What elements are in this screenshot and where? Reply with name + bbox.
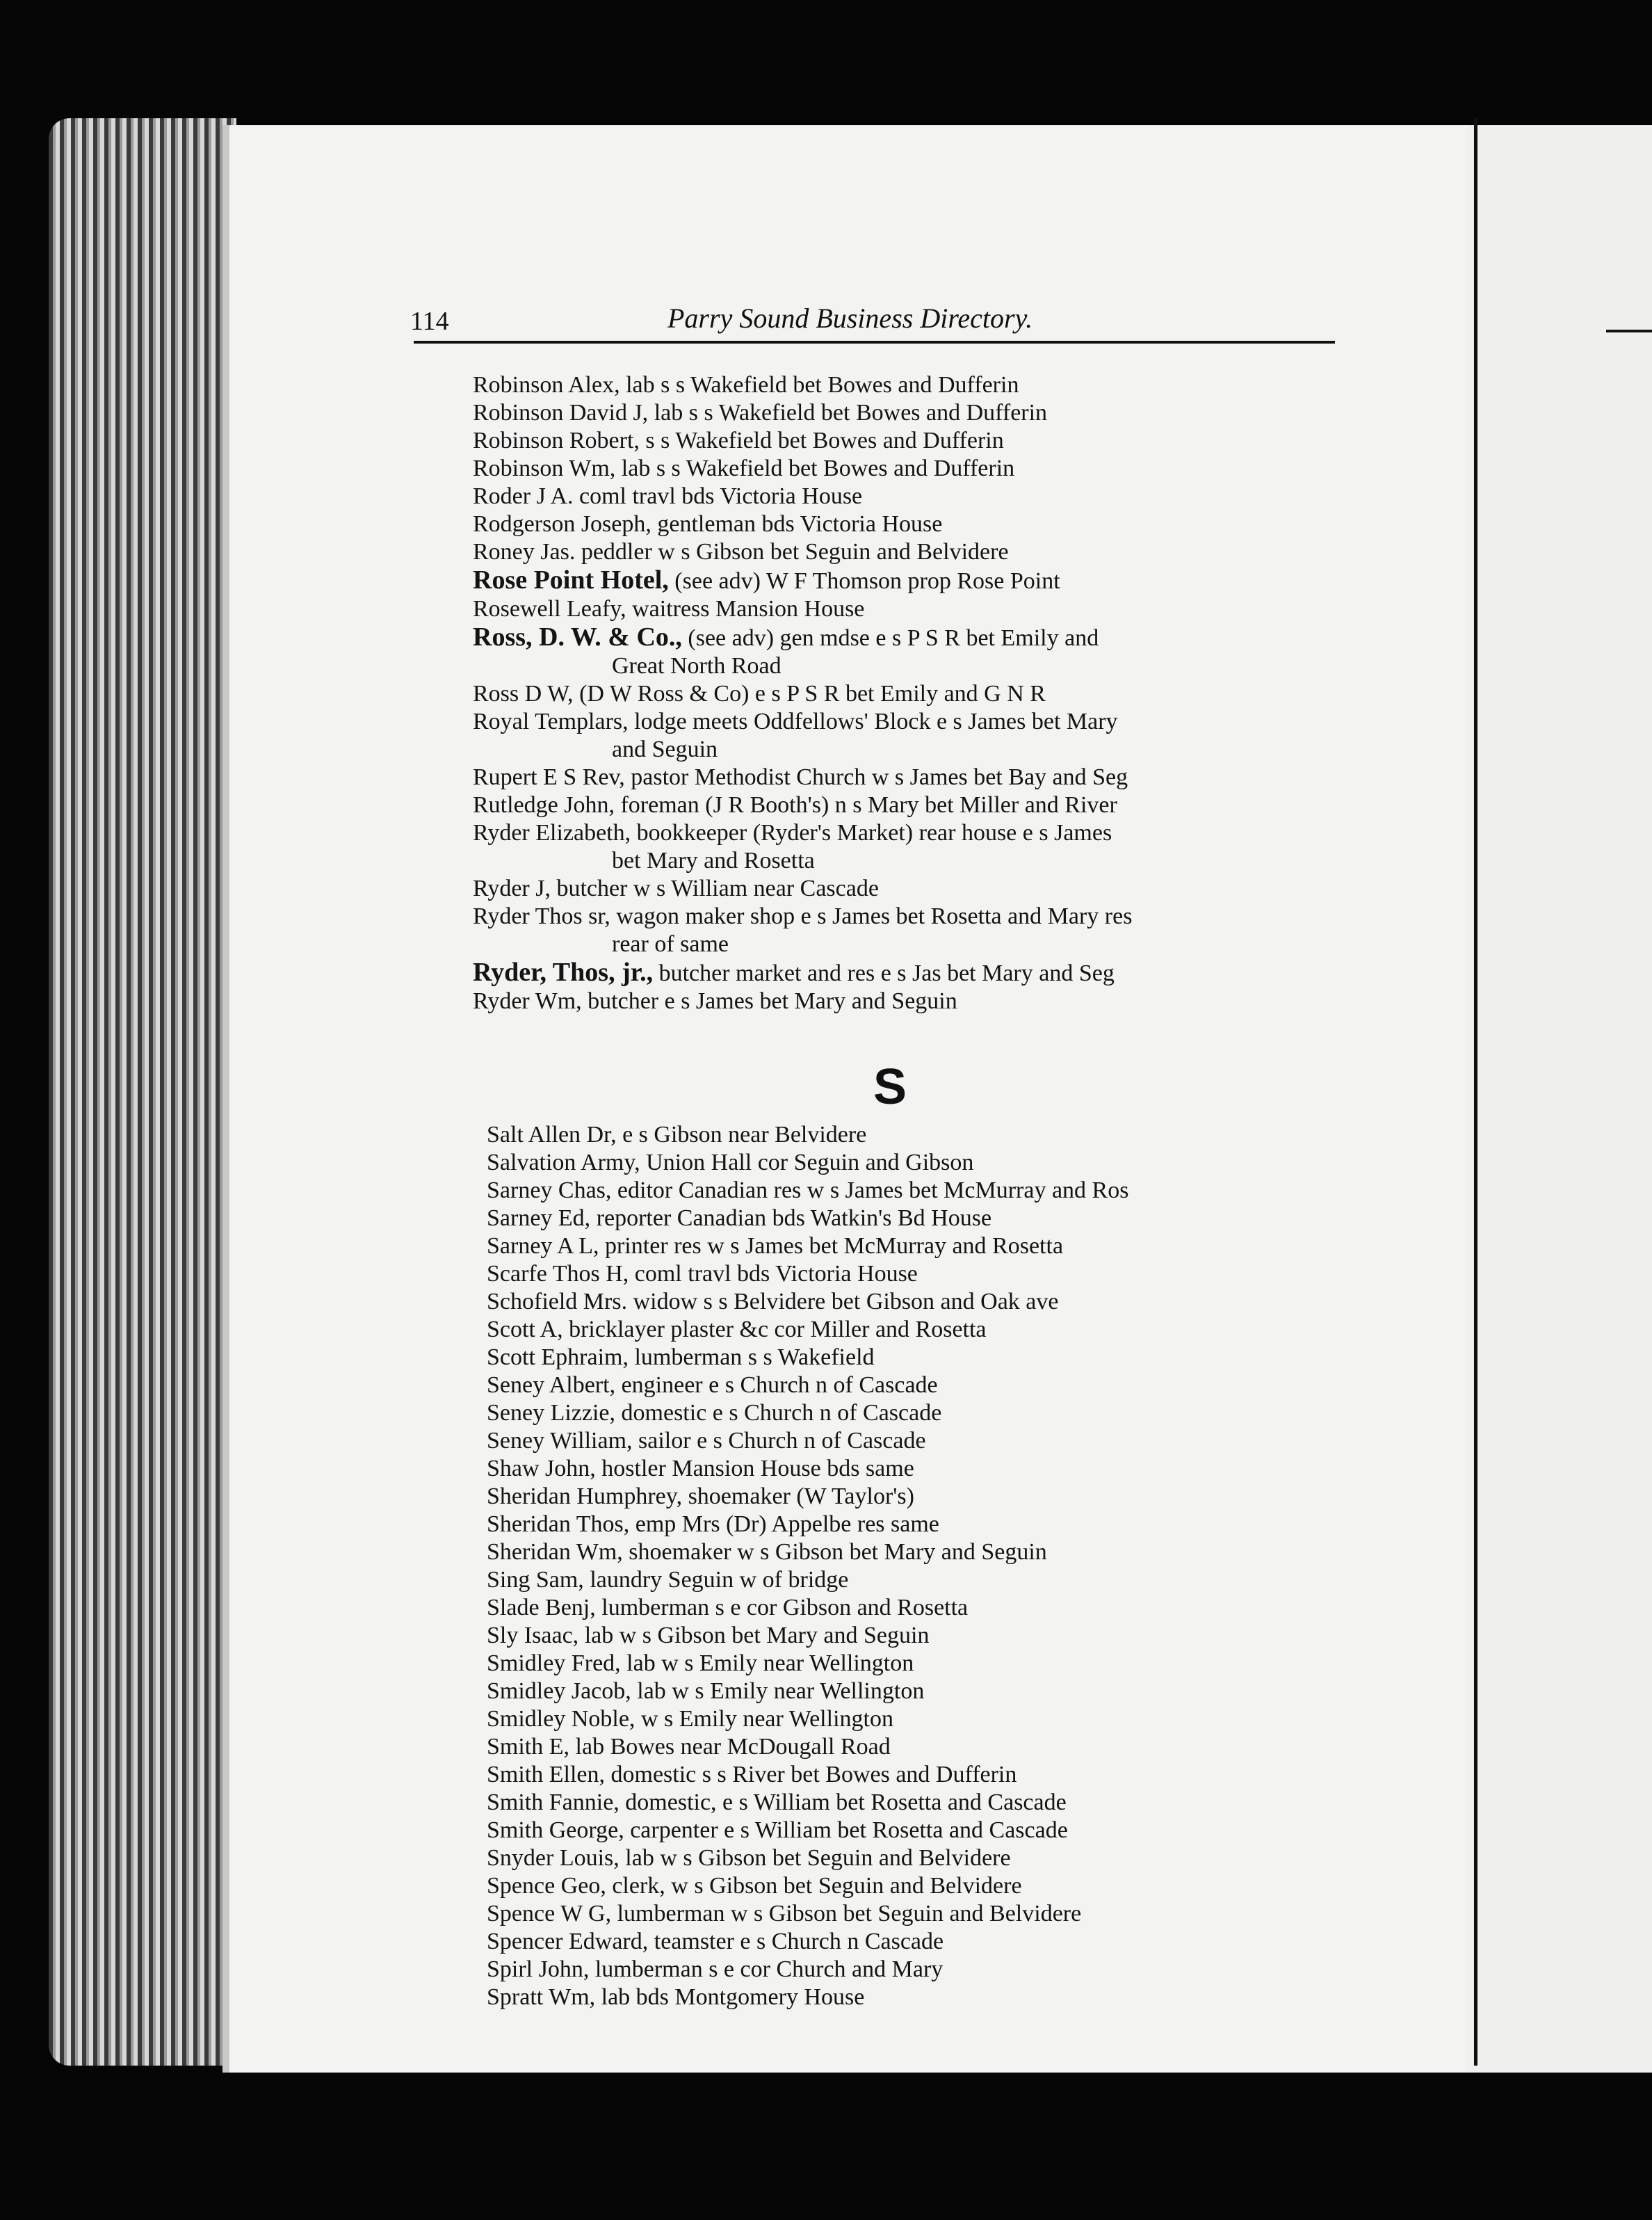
directory-entry (487, 1650, 1384, 1678)
directory-entry (487, 1678, 1384, 1705)
directory-entry (487, 1260, 1384, 1288)
entry-name: Rupert E S Rev, (473, 764, 625, 790)
entry-name: Rosewell Leafy, (473, 596, 626, 622)
entry-details: (see adv) W F Thomson prop Rose Point (668, 568, 1060, 594)
entry-name: Roney Jas. (473, 539, 576, 565)
running-title: Parry Sound Business Directory. (667, 303, 1033, 334)
directory-entry (487, 1399, 1384, 1427)
entry-details: lumberman s s Wakefield (628, 1344, 875, 1370)
entry-name: Salvation Army, (487, 1150, 640, 1175)
directory-entry (473, 455, 1370, 483)
entry-name: Ryder Elizabeth, (473, 820, 631, 846)
entry-details: emp Mrs (Dr) Appelbe res same (629, 1511, 939, 1537)
entry-details: butcher w s William near Cascade (550, 876, 879, 901)
directory-entry (473, 483, 1370, 510)
entry-details: pastor Methodist Church w s James bet Bay and Seg (624, 764, 1128, 790)
entry-continuation: rear of same (612, 931, 729, 957)
facing-page-rule (1606, 330, 1652, 332)
directory-entry (473, 791, 1370, 819)
directory-entry (473, 680, 1370, 708)
entry-details: lodge meets Oddfellows' Block e s James bet Mary (628, 709, 1118, 734)
directory-entry (473, 510, 1370, 538)
entry-details: sailor e s Church n of Cascade (632, 1428, 926, 1454)
directory-entry (487, 1761, 1384, 1789)
entry-details: lumberman s e cor Gibson and Rosetta (595, 1595, 969, 1620)
entry-name: Ryder Thos sr, (473, 903, 610, 929)
entry-name: Smith E, (487, 1734, 570, 1760)
entry-name: Royal Templars, (473, 709, 629, 734)
entry-details: domestic s s River bet Bowes and Dufferin (605, 1762, 1017, 1787)
entry-name: Spence W G, (487, 1901, 612, 1927)
directory-entry (473, 708, 1370, 764)
entry-details: (D W Ross & Co) e s P S R bet Emily and G N R (573, 681, 1046, 707)
entry-name: Sheridan Humphrey, (487, 1483, 683, 1509)
directory-entry (487, 1455, 1384, 1483)
directory-entry (473, 903, 1370, 958)
entry-details: butcher market and res e s Jas bet Mary and Seg (653, 960, 1115, 986)
entry-name: Shaw John, (487, 1456, 596, 1481)
directory-entry (487, 1705, 1384, 1733)
entry-details: shoemaker (W Taylor's) (682, 1483, 914, 1509)
directory-entry (487, 1622, 1384, 1650)
directory-entry (473, 623, 1370, 680)
entry-details: clerk, w s Gibson bet Seguin and Belvidere (606, 1873, 1022, 1899)
directory-entry (487, 1205, 1384, 1232)
entry-continuation: bet Mary and Rosetta (612, 848, 815, 874)
directory-entry (487, 1566, 1384, 1594)
entry-name: Smith Ellen, (487, 1762, 605, 1787)
entry-name: Smidley Jacob, (487, 1678, 631, 1704)
entry-details: coml travl bds Victoria House (573, 483, 863, 509)
entry-details: shoemaker w s Gibson bet Mary and Seguin (622, 1539, 1047, 1565)
entry-name: Rose Point Hotel, (473, 565, 669, 595)
entry-name: Sarney Ed, (487, 1205, 591, 1231)
directory-entry (473, 427, 1370, 455)
entry-name: Seney Lizzie, (487, 1400, 616, 1426)
entry-name: Ryder Wm, (473, 988, 582, 1014)
entry-details: gentleman bds Victoria House (651, 511, 943, 537)
entry-name: Ross D W, (473, 681, 574, 707)
entry-continuation: Great North Road (612, 653, 782, 679)
entry-details: lab s s Wakefield bet Bowes and Dufferin (615, 456, 1015, 481)
entry-name: Robinson David J, (473, 400, 649, 426)
entry-name: Scott A, (487, 1317, 563, 1342)
entry-name: Roder J A. (473, 483, 574, 509)
entry-name: Smith George, (487, 1817, 624, 1843)
entry-name: Ross, D. W. & Co., (473, 622, 682, 652)
directory-entries-r (473, 371, 1370, 1015)
entry-details: bricklayer plaster &c cor Miller and Rosetta (562, 1317, 987, 1342)
directory-entry (473, 764, 1370, 791)
entry-name: Robinson Alex, (473, 372, 620, 398)
entry-details: teamster e s Church n Cascade (648, 1929, 944, 1954)
book-page-edges (49, 118, 236, 2066)
directory-entry (487, 1344, 1384, 1372)
directory-entry (487, 1817, 1384, 1844)
entry-name: Sheridan Wm, (487, 1539, 623, 1565)
entry-details: e s Gibson near Belvidere (616, 1122, 867, 1148)
entry-name: Smidley Fred, (487, 1650, 621, 1676)
directory-entry (487, 1372, 1384, 1399)
entry-name: Robinson Robert, (473, 428, 640, 453)
directory-entry (487, 1511, 1384, 1538)
directory-entry (487, 1177, 1384, 1205)
entry-details: laundry Seguin w of bridge (583, 1567, 849, 1593)
entry-details: lab s s Wakefield bet Bowes and Dufferin (620, 372, 1019, 398)
directory-entry (487, 1594, 1384, 1622)
entry-name: Seney William, (487, 1428, 633, 1454)
entry-name: Spratt Wm, (487, 1984, 596, 2010)
directory-entry (487, 1316, 1384, 1344)
directory-entry (473, 371, 1370, 399)
directory-entries-s (487, 1121, 1384, 2011)
entry-details: bookkeeper (Ryder's Market) rear house e s James (631, 820, 1112, 846)
directory-entry (487, 1844, 1384, 1872)
directory-entry (487, 1956, 1384, 1984)
entry-name: Schofield Mrs. (487, 1289, 628, 1314)
entry-details: lab w s Gibson bet Seguin and Belvidere (619, 1845, 1011, 1871)
entry-details: waitress Mansion House (626, 596, 865, 622)
entry-name: Seney Albert, (487, 1372, 616, 1398)
directory-entry (473, 595, 1370, 623)
directory-entry (473, 819, 1370, 875)
directory-entry (487, 1483, 1384, 1511)
entry-details: lab w s Gibson bet Mary and Seguin (578, 1623, 930, 1648)
entry-name: Spencer Edward, (487, 1929, 649, 1954)
directory-entry (473, 538, 1370, 566)
entry-name: Smith Fannie, (487, 1789, 620, 1815)
entry-name: Snyder Louis, (487, 1845, 620, 1871)
entry-continuation: and Seguin (612, 737, 718, 762)
entry-details: lab Bowes near McDougall Road (569, 1734, 891, 1760)
entry-details: engineer e s Church n of Cascade (615, 1372, 938, 1398)
entry-details: s s Wakefield bet Bowes and Dufferin (639, 428, 1004, 453)
entry-details: butcher e s James bet Mary and Seguin (581, 988, 957, 1014)
directory-entry (487, 1538, 1384, 1566)
directory-entry (487, 1789, 1384, 1817)
entry-name: Scott Ephraim, (487, 1344, 629, 1370)
entry-name: Sarney A L, (487, 1233, 599, 1259)
directory-entry (487, 1928, 1384, 1956)
entry-name: Sheridan Thos, (487, 1511, 630, 1537)
directory-entry (473, 958, 1370, 988)
directory-entry (487, 1900, 1384, 1928)
directory-entry (487, 1149, 1384, 1177)
directory-entry (473, 988, 1370, 1015)
entry-details: lumberman s e cor Church and Mary (589, 1956, 944, 1982)
entry-name: Robinson Wm, (473, 456, 616, 481)
entry-name: Slade Benj, (487, 1595, 596, 1620)
entry-name: Smidley Noble, (487, 1706, 635, 1732)
directory-entry (473, 875, 1370, 903)
entry-details: coml travl bds Victoria House (629, 1261, 918, 1287)
directory-entry (473, 399, 1370, 427)
book-gutter-line (1474, 118, 1477, 2066)
section-letter: S (873, 1059, 907, 1115)
entry-name: Scarfe Thos H, (487, 1261, 629, 1287)
entry-name: Spirl John, (487, 1956, 590, 1982)
entry-name: Ryder, Thos, jr., (473, 958, 654, 987)
entry-details: lumberman w s Gibson bet Seguin and Belvidere (611, 1901, 1082, 1927)
entry-details: foreman (J R Booth's) n s Mary bet Miller and River (614, 792, 1117, 818)
entry-details: Union Hall cor Seguin and Gibson (640, 1150, 974, 1175)
page-number: 114 (410, 307, 449, 336)
entry-details: widow s s Belvidere bet Gibson and Oak ave (627, 1289, 1059, 1314)
entry-details: domestic e s Church n of Cascade (615, 1400, 942, 1426)
entry-details: lab w s Emily near Wellington (620, 1650, 914, 1676)
entry-details: reporter Canadian bds Watkin's Bd House (590, 1205, 992, 1231)
directory-entry (487, 1984, 1384, 2011)
directory-entry (487, 1872, 1384, 1900)
entry-name: Ryder J, (473, 876, 551, 901)
entry-name: Sing Sam, (487, 1567, 584, 1593)
entry-name: Sarney Chas, (487, 1177, 612, 1203)
directory-entry (473, 566, 1370, 595)
entry-name: Rodgerson Joseph, (473, 511, 651, 537)
entry-name: Salt Allen Dr, (487, 1122, 617, 1148)
facing-page-edge (1467, 125, 1652, 2073)
directory-entry (487, 1733, 1384, 1761)
entry-details: lab bds Montgomery House (595, 1984, 865, 2010)
directory-entry (487, 1121, 1384, 1149)
entry-details: peddler w s Gibson bet Seguin and Belvidere (575, 539, 1009, 565)
entry-name: Sly Isaac, (487, 1623, 579, 1648)
directory-entry (487, 1427, 1384, 1455)
entry-details: hostler Mansion House bds same (595, 1456, 914, 1481)
entry-details: lab w s Emily near Wellington (631, 1678, 925, 1704)
entry-details: lab s s Wakefield bet Bowes and Dufferin (648, 400, 1048, 426)
entry-name: Spence Geo, (487, 1873, 606, 1899)
directory-entry (487, 1232, 1384, 1260)
entry-details: (see adv) gen mdse e s P S R bet Emily and (681, 625, 1099, 651)
entry-details: domestic, e s William bet Rosetta and Cascade (619, 1789, 1067, 1815)
header-rule (414, 341, 1335, 344)
directory-entry (487, 1288, 1384, 1316)
entry-details: editor Canadian res w s James bet McMurray and Ros (611, 1177, 1129, 1203)
entry-details: wagon maker shop e s James bet Rosetta and Mary res (610, 903, 1133, 929)
entry-details: w s Emily near Wellington (635, 1706, 893, 1732)
entry-details: carpenter e s William bet Rosetta and Cascade (624, 1817, 1068, 1843)
entry-name: Rutledge John, (473, 792, 615, 818)
entry-details: printer res w s James bet McMurray and Rosetta (599, 1233, 1064, 1259)
